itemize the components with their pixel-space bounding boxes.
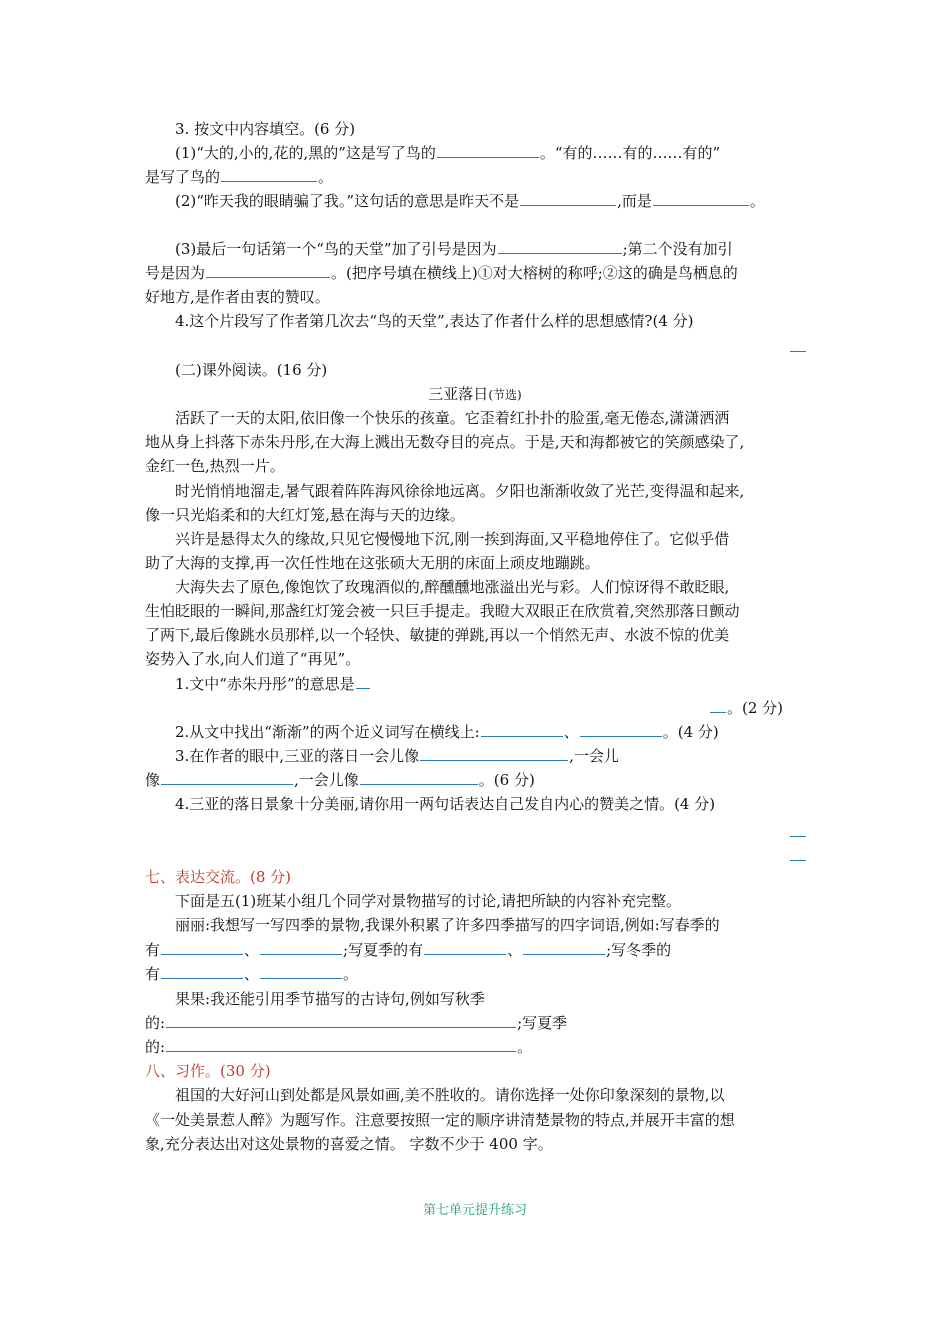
- extra-q2: [175, 722, 719, 742]
- answer-blank[interactable]: [206, 263, 330, 278]
- essay-prompt-line: 祖国的大好河山到处都是风景如画,美不胜收的。请你选择一处你印象深刻的景物,以: [175, 1086, 725, 1104]
- section-7-title: 七、表达交流。(8 分): [145, 868, 292, 886]
- lili-text: 丽丽:我想写一写四季的景物,我课外积累了许多四季描写的四字词语,例如:写春季的: [175, 916, 720, 934]
- q-text: 。: [343, 965, 359, 983]
- passage-line: 大海失去了原色,像饱饮了玫瑰酒似的,醉醺醺地涨溢出光与彩。人们惊讶得不敢眨眼,: [175, 578, 730, 596]
- answer-blank[interactable]: [710, 698, 726, 713]
- answer-blank[interactable]: [166, 1037, 516, 1052]
- passage-note: (节选): [488, 388, 522, 402]
- section-7-intro: 下面是五(1)班某小组几个同学对景物描写的讨论,请把所缺的内容补充完整。: [175, 892, 682, 910]
- q-text: 、: [244, 941, 260, 959]
- passage-line: 兴许是悬得太久的缘故,只见它慢慢地下沉,刚一挨到海面,又平稳地停住了。它似乎借: [175, 530, 730, 548]
- passage-line: 姿势入了水,向人们道了“再见”。: [145, 650, 361, 668]
- q3-text: (3)最后一句话第一个“鸟的天堂”加了引号是因为: [175, 240, 497, 258]
- q-text: 、: [507, 941, 523, 959]
- passage-line: 地从身上抖落下赤朱丹彤,在大海上溅出无数夺目的亮点。于是,天和海都被它的笑颜感染了,: [145, 433, 745, 451]
- answer-blank[interactable]: [523, 940, 605, 955]
- q-text: 有: [145, 941, 161, 959]
- section-8-title: 八、习作。(30 分): [145, 1062, 271, 1080]
- extra-reading-title: (二)课外阅读。(16 分): [175, 361, 328, 379]
- passage-title-text: 三亚落日: [428, 385, 489, 403]
- q3-text: ;第二个没有加引: [622, 240, 733, 258]
- q-text: 3.在作者的眼中,三亚的落日一会儿像: [175, 747, 420, 765]
- q-text: 2.从文中找出“渐渐”的两个近义词写在横线上:: [175, 723, 480, 741]
- q-text: 1.文中“赤朱丹彤”的意思是: [175, 675, 355, 693]
- q-text: 、: [563, 723, 579, 741]
- answer-blank[interactable]: [360, 770, 478, 785]
- answer-blank[interactable]: [520, 191, 616, 206]
- guoguo-text: 果果:我还能引用季节描写的古诗句,例如写秋季: [175, 990, 485, 1008]
- passage-line: 金红一色,热烈一片。: [145, 457, 285, 475]
- q4-text: 4.这个片段写了作者第几次去“鸟的天堂”,表达了作者什么样的思想感情?(4 分): [175, 312, 694, 330]
- extra-q3: [175, 746, 619, 766]
- passage-line: 活跃了一天的太阳,依旧像一个快乐的孩童。它歪着红扑扑的脸蛋,毫无倦态,潇潇洒洒: [175, 409, 730, 427]
- q-text: 。(2 分): [727, 699, 784, 717]
- passage-line: 时光悄悄地溜走,暑气跟着阵阵海风徐徐地远离。夕阳也渐渐收敛了光芒,变得温和起来,: [175, 482, 745, 500]
- essay-prompt-line: 《一处美景惹人醉》为题写作。注意要按照一定的顺序讲清楚景物的特点,并展开丰富的想: [145, 1111, 735, 1129]
- answer-blank[interactable]: [481, 722, 563, 737]
- q-text: 、: [244, 965, 260, 983]
- passage-title: [0, 384, 950, 405]
- q3-text: (2)“昨天我的眼睛骗了我。”这句话的意思是昨天不是: [175, 192, 520, 210]
- answer-blank[interactable]: [166, 1013, 516, 1028]
- q-text: 的:: [145, 1038, 166, 1056]
- q3-line3: [175, 191, 765, 211]
- q-text: 的:: [145, 1014, 166, 1032]
- q-text: ;写夏季: [517, 1014, 568, 1032]
- answer-blank[interactable]: [424, 940, 506, 955]
- answer-blank[interactable]: [498, 239, 622, 254]
- answer-blank[interactable]: [161, 770, 293, 785]
- answer-blank[interactable]: [260, 964, 342, 979]
- guoguo-blank-1: [145, 1013, 567, 1033]
- q3-line1: [175, 143, 720, 163]
- q3-line5: [145, 263, 738, 283]
- q3-text: 。: [749, 192, 765, 210]
- passage-line: 助了大海的支撑,再一次任性地在这张硕大无朋的床面上顽皮地蹦跳。: [145, 554, 600, 572]
- answer-blank[interactable]: [260, 940, 342, 955]
- q-text: 。(6 分): [478, 771, 535, 789]
- q-text: 像: [145, 771, 161, 789]
- q3-text: 。: [318, 168, 334, 186]
- answer-blank[interactable]: [580, 722, 662, 737]
- lili-blanks-1: [145, 940, 671, 960]
- q-text: ,一会儿: [569, 747, 619, 765]
- answer-blank[interactable]: [790, 846, 806, 861]
- q-text: ;写夏季的有: [343, 941, 424, 959]
- passage-line: 生怕眨眼的一瞬间,那盏红灯笼会被一只巨手提走。我瞪大双眼正在欣赏着,突然那落日颤动: [145, 602, 740, 620]
- q-text: 。(4 分): [662, 723, 719, 741]
- answer-blank[interactable]: [790, 822, 806, 837]
- passage-line: 像一只光焰柔和的大红灯笼,悬在海与天的边缘。: [145, 506, 465, 524]
- lili-blanks-2: [145, 964, 358, 984]
- q-text: ,一会儿像: [294, 771, 359, 789]
- answer-blank[interactable]: [161, 940, 243, 955]
- essay-prompt-line: 象,充分表达出对这处景物的喜爱之情。 字数不少于 400 字。: [145, 1135, 553, 1153]
- extra-q3-cont: [145, 770, 535, 790]
- answer-blank[interactable]: [420, 746, 568, 761]
- answer-blank[interactable]: [437, 143, 539, 158]
- answer-blank[interactable]: [221, 167, 317, 182]
- q3-text: 号是因为: [145, 264, 206, 282]
- q-text: 。: [517, 1038, 533, 1056]
- q3-text: (1)“大的,小的,花的,黑的”这是写了鸟的: [175, 144, 436, 162]
- answer-blank[interactable]: [653, 191, 749, 206]
- answer-blank[interactable]: [790, 337, 806, 352]
- passage-line: 了两下,最后像跳水员那样,以一个轻快、敏捷的弹跳,再以一个悄然无声、水波不惊的优美: [145, 626, 730, 644]
- q3-line4: [175, 239, 733, 259]
- guoguo-blank-2: [145, 1037, 532, 1057]
- q-text: ;写冬季的: [606, 941, 672, 959]
- q3-title: 3. 按文中内容填空。(6 分): [175, 120, 356, 138]
- extra-q4: 4.三亚的落日景象十分美丽,请你用一两句话表达自己发自内心的赞美之情。(4 分): [175, 795, 716, 813]
- q3-text: ,而是: [617, 192, 652, 210]
- q-text: 有: [145, 965, 161, 983]
- answer-blank[interactable]: [161, 964, 243, 979]
- q3-line6: 好地方,是作者由衷的赞叹。: [145, 288, 330, 306]
- q3-text: 是写了鸟的: [145, 168, 221, 186]
- extra-q1: [175, 674, 371, 694]
- answer-blank[interactable]: [356, 674, 370, 689]
- page-footer: 第七单元提升练习: [422, 1203, 527, 1218]
- q3-text: 。“有的……有的……有的”: [539, 144, 721, 162]
- extra-q1-end: [709, 698, 783, 718]
- q3-text: 。(把序号填在横线上)①对大榕树的称呼;②这的确是鸟栖息的: [331, 264, 738, 282]
- q3-line2: [145, 167, 333, 187]
